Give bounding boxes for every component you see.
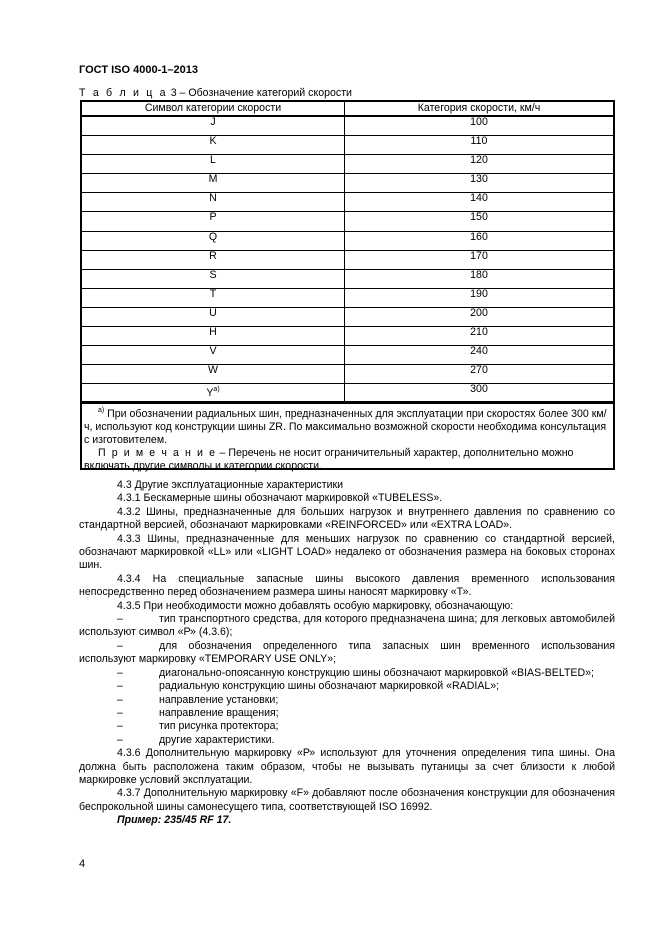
symbol-text: J xyxy=(210,116,216,128)
speed-symbol xyxy=(81,307,345,326)
document-body xyxy=(79,479,615,828)
symbol-text: M xyxy=(208,173,218,186)
list-item-text: тип рисунка протектора; xyxy=(159,720,279,733)
speed-symbol xyxy=(81,231,345,250)
table-row xyxy=(81,136,614,155)
table-row xyxy=(81,231,614,250)
list-item-text: радиальную конструкцию шины обозначают маркировкой «RADIAL»; xyxy=(159,680,500,693)
dash-bullet: – xyxy=(117,693,123,706)
symbol-text: Y xyxy=(206,387,214,400)
speed-value: 240 xyxy=(345,346,615,365)
table-row xyxy=(81,365,614,384)
table-row xyxy=(81,155,614,174)
symbol-text: H xyxy=(209,326,217,339)
caption-text: 3 – Обозначение категорий скорости xyxy=(167,87,352,99)
table-row xyxy=(81,212,614,231)
symbol-text: Q xyxy=(208,230,218,243)
dash-bullet: – xyxy=(117,706,123,719)
speed-value: 180 xyxy=(345,269,615,288)
table-row xyxy=(81,174,614,193)
table-caption xyxy=(79,87,352,99)
speed-symbol xyxy=(81,327,345,346)
table-row xyxy=(81,116,614,136)
symbol-text: R xyxy=(209,249,217,262)
speed-value: 300 xyxy=(345,384,615,404)
speed-symbol xyxy=(81,346,345,365)
speed-value: 170 xyxy=(345,250,615,269)
speed-category-table xyxy=(80,100,615,404)
table-row xyxy=(81,288,614,307)
page-number: 4 xyxy=(79,858,86,870)
speed-symbol xyxy=(81,212,345,231)
speed-symbol xyxy=(81,136,345,155)
table-row xyxy=(81,193,614,212)
dash-bullet: – xyxy=(117,613,123,626)
speed-value: 160 xyxy=(345,231,615,250)
footnote-ref: а) xyxy=(213,386,220,394)
symbol-text: N xyxy=(209,192,217,205)
caption-prefix: Т а б л и ц а xyxy=(79,87,168,99)
speed-value: 130 xyxy=(345,174,615,193)
speed-symbol xyxy=(81,250,345,269)
paragraph: 4.3.7 Дополнительную маркировку «F» добавляют после обозначения конструкции для обозначения беспрокольной шины самонесущего типа, соответствующей ISO 16992. xyxy=(79,787,615,813)
dash-bullet: – xyxy=(117,733,123,746)
column-header: Символ категории скорости xyxy=(81,101,345,116)
list-item xyxy=(79,694,615,707)
speed-value: 140 xyxy=(345,193,615,212)
footnote-body: При обозначении радиальных шин, предназначенных для эксплуатации при скоростях более 300 км/ч, используют код конструкции шины ZR. По максимально возможной скорости необходима консультация с изготовителем. xyxy=(84,408,607,446)
table-row xyxy=(81,269,614,288)
table-row xyxy=(81,250,614,269)
speed-value: 120 xyxy=(345,155,615,174)
list-item-text: диагонально-опоясанную конструкцию шины обозначают маркировкой «BIAS-BELTED»; xyxy=(159,666,594,679)
paragraph: 4.3.4 На специальные запасные шины высокого давления временного использования непосредственно перед обозначением размера шины наносят маркировку «Т». xyxy=(79,572,615,599)
symbol-text: T xyxy=(209,287,217,300)
section-heading: 4.3 Другие эксплуатационные характеристики xyxy=(117,479,344,491)
dash-bullet: – xyxy=(117,720,123,733)
table-note xyxy=(84,447,611,473)
note-label: П р и м е ч а н и е xyxy=(98,447,217,459)
list-item-text: направление вращения; xyxy=(159,706,279,719)
speed-value: 210 xyxy=(345,327,615,346)
example: Пример: 235/45 RF 17. xyxy=(117,814,232,827)
speed-value: 110 xyxy=(345,136,615,155)
list-item xyxy=(79,613,615,640)
speed-value: 100 xyxy=(345,116,615,136)
speed-value: 200 xyxy=(345,307,615,326)
table-row xyxy=(81,307,614,326)
list-item xyxy=(79,720,615,733)
note-text: – Перечень не носит ограничительный характер, дополнительно можно включать другие символы и категории скорости. xyxy=(84,447,574,472)
speed-symbol xyxy=(81,269,345,288)
speed-value: 150 xyxy=(345,212,615,231)
paragraph: 4.3.3 Шины, предназначенные для меньших нагрузок по сравнению со стандартной версией, обозначают маркировкой «LL» или «LIGHT LOAD» недалеко от обозначения размера на боковых сторонах шин. xyxy=(79,532,615,572)
speed-symbol xyxy=(81,288,345,307)
symbol-text: L xyxy=(210,154,216,167)
list-item xyxy=(79,707,615,720)
dash-bullet: – xyxy=(117,639,123,652)
speed-symbol xyxy=(81,155,345,174)
dash-bullet: – xyxy=(117,680,123,693)
speed-value: 190 xyxy=(345,288,615,307)
table-footnote xyxy=(80,401,615,470)
footnote-text xyxy=(84,404,611,447)
list-item xyxy=(79,640,615,667)
column-header: Категория скорости, км/ч xyxy=(345,101,615,116)
footnote-mark: а) xyxy=(98,407,105,414)
paragraph: 4.3.1 Бескамерные шины обозначают маркировкой «TUBELESS». xyxy=(117,492,443,505)
symbol-text: W xyxy=(208,364,218,377)
list-item-text: для обозначения определенного типа запасных шин временного использования используют маркировку «TEMPORARY USE ONLY»; xyxy=(79,639,615,666)
table-row xyxy=(81,327,614,346)
list-item xyxy=(79,734,615,747)
table-row xyxy=(81,346,614,365)
list-item-text: направление установки; xyxy=(159,693,279,706)
dash-bullet: – xyxy=(117,666,123,679)
speed-value: 270 xyxy=(345,365,615,384)
speed-symbol xyxy=(81,193,345,212)
symbol-text: U xyxy=(209,306,217,319)
symbol-text: K xyxy=(209,135,217,148)
speed-symbol xyxy=(81,116,345,136)
document-header: ГОСТ ISO 4000-1–2013 xyxy=(79,64,198,76)
paragraph: 4.3.2 Шины, предназначенные для больших нагрузок и внутреннего давления по сравнению со стандартной версией, обозначают маркировками «REINFORCED» или «EXTRA LOAD». xyxy=(79,505,615,532)
paragraph: 4.3.6 Дополнительную маркировку «Р» используют для уточнения определения типа шины. Она должна быть расположена таким образом, чтобы не вызывать путаницы за счет близости к любой маркировке условий эксплуатации. xyxy=(79,747,615,786)
symbol-text: S xyxy=(209,268,217,281)
list-item xyxy=(79,667,615,680)
symbol-text: P xyxy=(209,211,217,224)
marking-list xyxy=(79,613,615,747)
speed-symbol xyxy=(81,365,345,384)
list-item-text: тип транспортного средства, для которого предназначена шина; для легковых автомобилей используют символ «Р» (4.3.6); xyxy=(79,613,615,639)
speed-symbol xyxy=(81,174,345,193)
list-item-text: другие характеристики. xyxy=(159,733,275,746)
symbol-text: V xyxy=(209,345,217,358)
paragraph: 4.3.5 При необходимости можно добавлять особую маркировку, обозначающую: xyxy=(117,599,514,612)
list-item xyxy=(79,680,615,693)
